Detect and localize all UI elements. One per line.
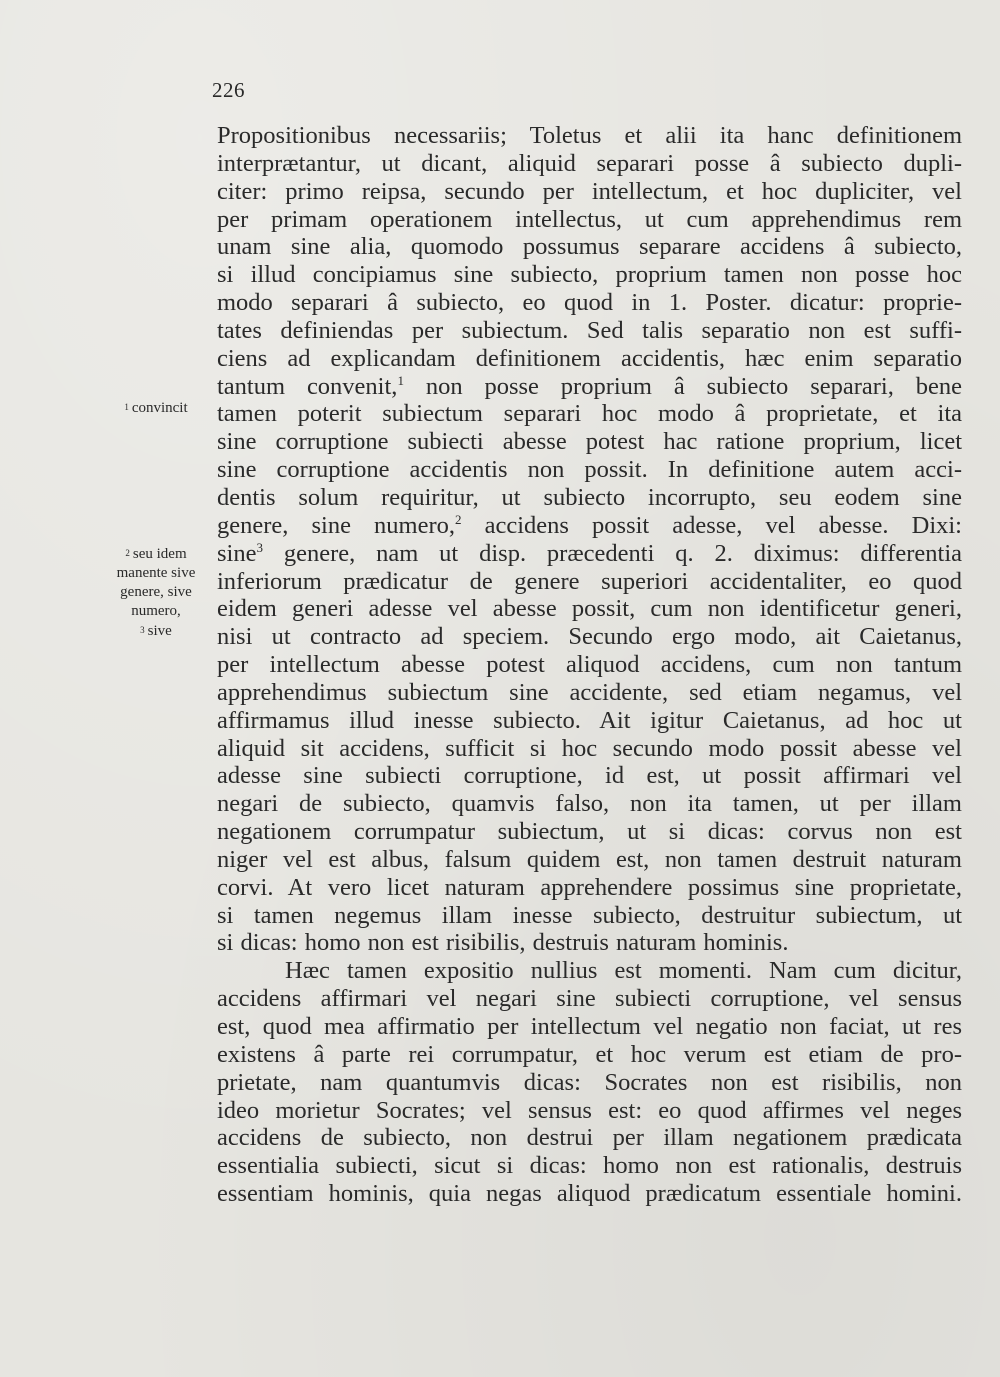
text-line: aliquid sit accidens, sufficit si hoc secundo modo possit abesse vel: [217, 734, 962, 762]
text-line: negationem corrumpatur subiectum, ut si dicas: corvus non est: [217, 818, 962, 846]
text-line: si dicas: homo non est risibilis, destruis naturam hominis.: [217, 929, 789, 957]
footnote-mark: 1: [397, 372, 404, 388]
text-line: modo separari â subiecto, eo quod in 1. Poster. dicatur: proprie-: [217, 289, 962, 317]
text-line: dentis solum requiritur, ut subiecto incorrupto, seu eodem sine: [217, 483, 962, 511]
margin-note-marker: 1: [124, 402, 129, 412]
text-line: sine corruptione subiecti abesse potest hac ratione proprium, licet: [217, 428, 962, 456]
margin-note-2: [100, 544, 212, 641]
margin-note-marker: 3: [140, 625, 145, 635]
text-line: tates definiendas per subiectum. Sed talis separatio non est suffi-: [217, 316, 962, 344]
text-segment: genere, nam ut disp. præcedenti q. 2. diximus: differentia: [262, 539, 962, 567]
text-line: [217, 512, 962, 540]
margin-note-line: [100, 544, 212, 564]
text-line: [217, 373, 962, 401]
text-line: essentialia subiecti, sicut si dicas: homo non est rationalis, destruis: [217, 1152, 962, 1180]
text-line: unam sine alia, quomodo possumus separare accidens â subiecto,: [217, 233, 962, 261]
text-line: eidem generi adesse vel abesse possit, cum non identificetur generi,: [217, 595, 962, 623]
text-line: corvi. At vero licet naturam apprehendere possimus sine proprietate,: [217, 873, 962, 901]
text-line: apprehendimus subiectum sine accidente, sed etiam negamus, vel: [217, 678, 962, 706]
text-line: existens â parte rei corrumpatur, et hoc verum est etiam de pro-: [217, 1040, 962, 1068]
margin-note-text: convincit: [131, 400, 188, 416]
text-line: affirmamus illud inesse subiecto. Ait igitur Caietanus, ad hoc ut: [217, 706, 962, 734]
text-line: niger vel est albus, falsum quidem est, non tamen destruit naturam: [217, 845, 962, 873]
text-line: citer: primo reipsa, secundo per intellectum, et hoc dupliciter, vel: [217, 177, 962, 205]
footnote-mark: 3: [256, 539, 263, 555]
text-line: essentiam hominis, quia negas aliquod prædicatum essentiale homini.: [217, 1180, 962, 1208]
text-segment: genere, sine numero,: [217, 511, 456, 539]
text-line: interprætantur, ut dicant, aliquid separari posse â subiecto dupli-: [217, 149, 962, 177]
text-line: ciens ad explicandam definitionem accidentis, hæc enim separatio: [217, 344, 962, 372]
text-segment: sine: [217, 539, 257, 567]
margin-note-text: sive: [147, 623, 172, 639]
text-line: nisi ut contracto ad speciem. Secundo ergo modo, ait Caietanus,: [217, 623, 962, 651]
text-line: est, quod mea affirmatio per intellectum vel negatio non faciat, ut res: [217, 1013, 962, 1040]
text-line: accidens de subiecto, non destrui per illam negationem prædicata: [217, 1124, 962, 1152]
text-line: Propositionibus necessariis; Toletus et alii ita hanc definitionem: [217, 122, 962, 149]
text-line: per intellectum abesse potest aliquod accidens, cum non tantum: [217, 651, 962, 679]
page-number: 226: [212, 78, 245, 102]
margin-note-line: [100, 398, 212, 418]
margin-note-text: seu idem: [132, 546, 187, 562]
margin-note-line: genere, sive: [120, 584, 192, 600]
margin-note-line: numero,: [131, 603, 181, 619]
text-line: [217, 540, 962, 568]
margin-note-marker: 2: [125, 548, 130, 558]
text-segment: tantum convenit,: [217, 372, 398, 400]
text-line: si tamen negemus illam inesse subiecto, destruitur subiectum, ut: [217, 901, 962, 929]
text-line: prietate, nam quantumvis dicas: Socrates non est risibilis, non: [217, 1068, 962, 1096]
text-line: ideo morietur Socrates; vel sensus est: eo quod affirmes vel neges: [217, 1096, 962, 1124]
text-line: si illud concipiamus sine subiecto, proprium tamen non posse hoc: [217, 261, 962, 289]
main-text: [217, 122, 962, 1208]
text-line: tamen poterit subiectum separari hoc modo â proprietate, et ita: [217, 400, 962, 428]
footnote-mark: 2: [455, 511, 462, 527]
text-segment: non posse proprium â subiecto separari, bene: [403, 372, 962, 400]
text-line: accidens affirmari vel negari sine subiecti corruptione, vel sensus: [217, 985, 962, 1013]
text-line: negari de subiecto, quamvis falso, non ita tamen, ut per illam: [217, 790, 962, 818]
text-segment: accidens possit adesse, vel abesse. Dixi:: [461, 511, 962, 539]
margin-note-line: [100, 621, 212, 641]
text-line: sine corruptione accidentis non possit. In definitione autem acci-: [217, 456, 962, 484]
margin-note-line: manente sive: [116, 565, 196, 581]
text-line: Hæc tamen expositio nullius est momenti. Nam cum dicitur,: [285, 957, 962, 985]
text-line: inferiorum prædicatur de genere superiori accidentaliter, eo quod: [217, 567, 962, 595]
text-line: per primam operationem intellectus, ut cum apprehendimus rem: [217, 205, 962, 233]
margin-note-1: [100, 398, 212, 418]
text-line: adesse sine subiecti corruptione, id est, ut possit affirmari vel: [217, 762, 962, 790]
